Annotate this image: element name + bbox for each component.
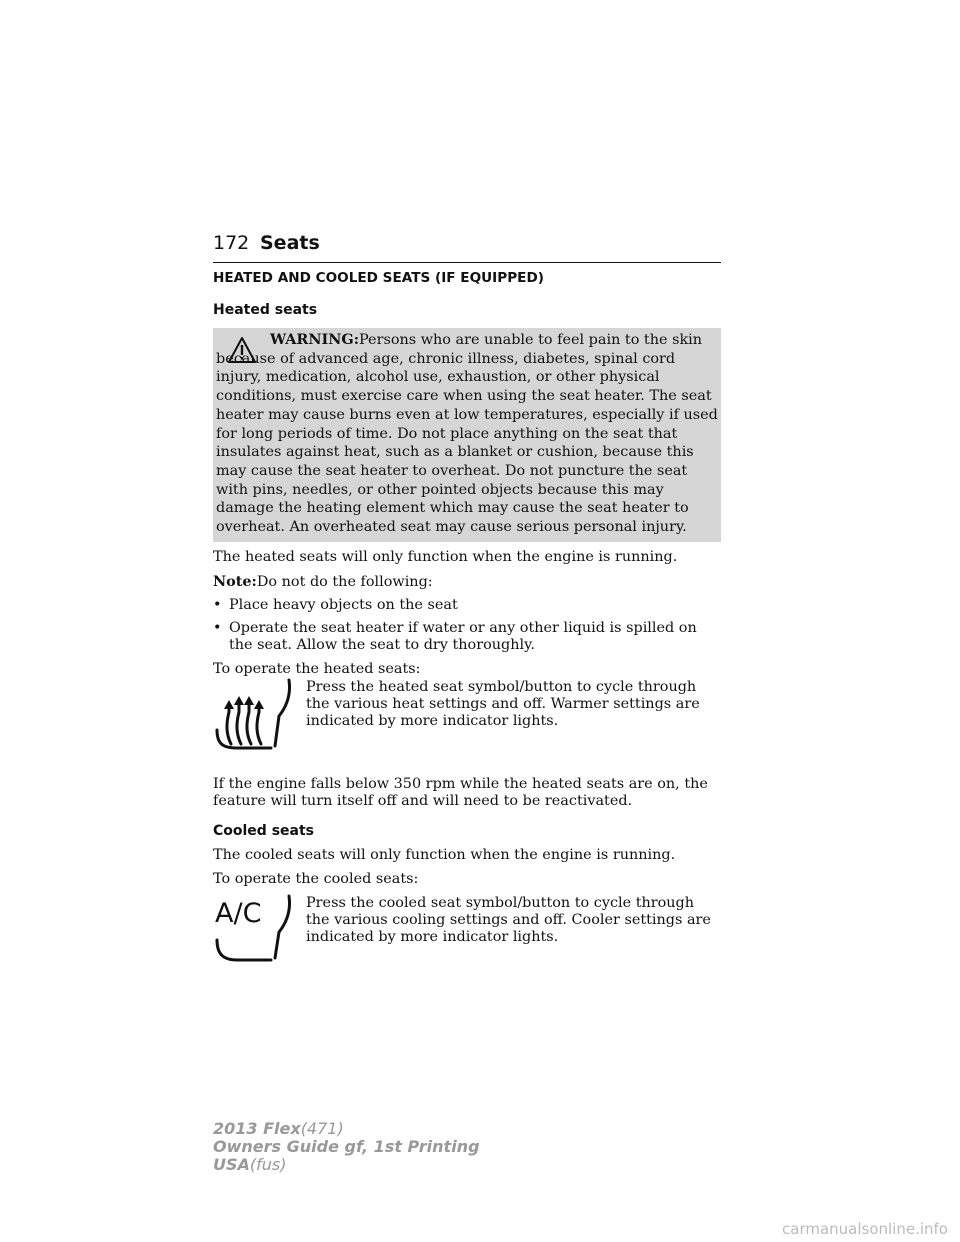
heated-seats-heading: Heated seats <box>213 302 318 318</box>
bullet-item <box>213 620 721 654</box>
footer-model: 2013 Flex <box>213 1119 301 1138</box>
footer-model-code: (471) <box>300 1119 344 1138</box>
rpm-paragraph: If the engine falls below 350 rpm while the heated seats are on, the feature will turn itself off and will need to be reactivated. <box>213 776 708 809</box>
cooled-seats-heading: Cooled seats <box>213 823 315 839</box>
heated-seat-icon <box>213 676 293 756</box>
cooled-icon-label: A/C <box>215 898 262 929</box>
watermark: carmanualsonline.info <box>782 1220 948 1238</box>
footer-guide: Owners Guide gf, 1st Printing <box>213 1137 480 1156</box>
cooled-seat-icon <box>213 892 293 972</box>
page-number: 172 <box>213 232 250 254</box>
footer-line-market <box>213 1156 480 1174</box>
heated-engine-note: The heated seats will only function when the engine is running. <box>213 549 678 565</box>
main-heading: HEATED AND COOLED SEATS (IF EQUIPPED) <box>213 270 544 286</box>
bullet-text: Operate the seat heater if water or any other liquid is spilled on the seat. Allow the seat to dry thoroughly. <box>229 620 697 653</box>
page-footer <box>213 1120 480 1174</box>
cooled-operate-text: Press the cooled seat symbol/button to cycle through the various cooling settings and off. Cooler settings are indicated by more indicator lights. <box>306 895 711 945</box>
warning-paragraph <box>216 331 718 537</box>
page-header <box>213 232 721 263</box>
section-title: Seats <box>260 232 320 254</box>
bullet-text: Place heavy objects on the seat <box>229 597 458 613</box>
note-label: Note: <box>213 573 257 590</box>
cooled-operate-intro: To operate the cooled seats: <box>213 871 419 887</box>
heated-operate-intro: To operate the heated seats: <box>213 661 421 677</box>
warning-text: Persons who are unable to feel pain to the skin because of advanced age, chronic illness, diabetes, spinal cord injury, medication, alcohol use, exhaustion, or other physical conditions, must exercise care when using the seat heater. The seat heater may cause burns even at low temperatures, especially if used for long periods of time. Do not place anything on the seat that insulates against heat, such as a blanket or cushion, because this may cause the seat heater to overheat. Do not puncture the seat with pins, needles, or other pointed objects because this may damage the heating element which may cause the seat heater to overheat. An overheated seat may cause serious personal injury. <box>216 332 718 536</box>
bullet-dot: • <box>213 620 222 636</box>
note-paragraph <box>213 573 721 591</box>
warning-label: WARNING: <box>270 331 360 348</box>
warning-box <box>213 328 721 542</box>
footer-market-code: (fus) <box>249 1155 287 1174</box>
footer-line-model <box>213 1120 480 1138</box>
note-text: Do not do the following: <box>256 574 433 590</box>
bullet-dot: • <box>213 597 222 613</box>
cooled-engine-note: The cooled seats will only function when the engine is running. <box>213 847 676 863</box>
bullet-item <box>213 597 721 614</box>
footer-market: USA <box>213 1155 250 1174</box>
heated-operate-text: Press the heated seat symbol/button to cycle through the various heat settings and off. Warmer settings are indicated by more indicator lights. <box>306 679 700 729</box>
